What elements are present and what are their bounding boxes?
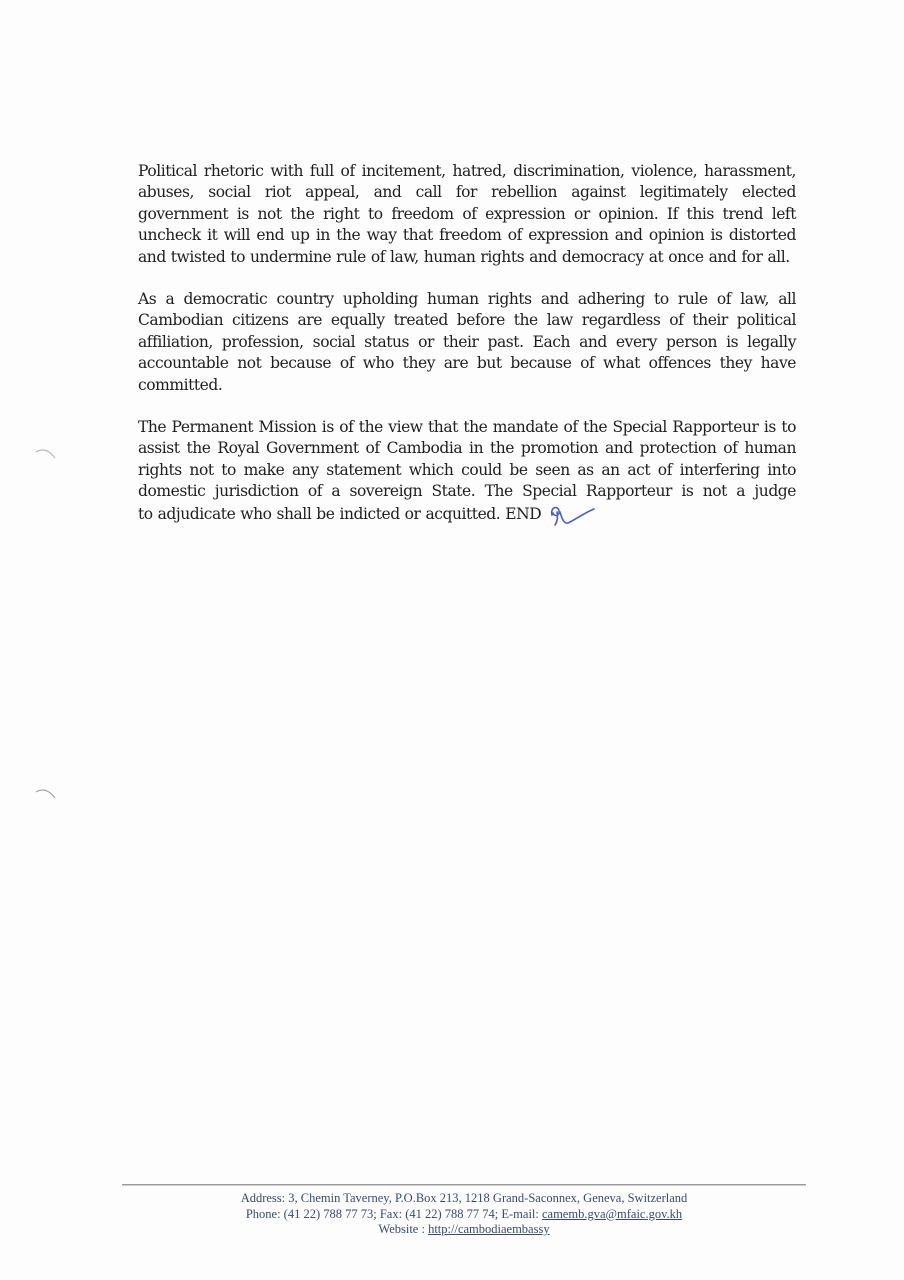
- hole-punch-mark-bottom: [34, 786, 58, 802]
- footer-website-label: Website :: [378, 1222, 425, 1236]
- footer-website-link[interactable]: http://cambodiaembassy: [428, 1222, 550, 1236]
- letter-body: [138, 161, 796, 548]
- paragraph-political-rhetoric: Political rhetoric with full of incitement, hatred, discrimination, violence, harassment, abuses, social riot appeal, and call for rebellion against legitimately elected government is not the right to freedom of expression or opinion. If this trend left uncheck it will end up in the way that freedom of expression and opinion is distorted and twisted to undermine rule of law, human rights and democracy at once and for all.: [138, 162, 796, 266]
- footer-website-line: [122, 1222, 806, 1238]
- handwritten-initials-signature: [548, 503, 598, 527]
- footer-address: Address: 3, Chemin Taverney, P.O.Box 213, 1218 Grand-Saconnex, Geneva, Switzerland: [240, 1191, 688, 1205]
- footer-phone-fax: Phone: (41 22) 788 77 73; Fax: (41 22) 788 77 74; E-mail:: [245, 1206, 539, 1221]
- paragraph-permanent-mission-text: The Permanent Mission is of the view that the mandate of the Special Rapporteur is to assist the Royal Government of Cambodia in the promotion and protection of human rights not to make any statement which could be seen as an act of interfering into domestic jurisdiction of a sovereign State. The Special Rapporteur is not a judge: [138, 418, 796, 501]
- footer-contact-line: [122, 1207, 806, 1223]
- hole-punch-mark-top: [34, 446, 58, 462]
- end-line-text: to adjudicate who shall be indicted or acquitted. END: [138, 504, 542, 523]
- footer-email-link[interactable]: camemb.gva@mfaic.gov.kh: [541, 1206, 683, 1221]
- paragraph-permanent-mission: [138, 417, 796, 527]
- paragraph-democratic-country: As a democratic country upholding human rights and adhering to rule of law, all Cambodian citizens are equally treated before the law regardless of their political affiliation, profession, social status or their past. Each and every person is legally accountable not because of who they are but because of what offences they have committed.: [138, 290, 796, 394]
- paragraph-permanent-mission-last-line: [138, 505, 598, 523]
- letterhead-footer: [122, 1184, 806, 1238]
